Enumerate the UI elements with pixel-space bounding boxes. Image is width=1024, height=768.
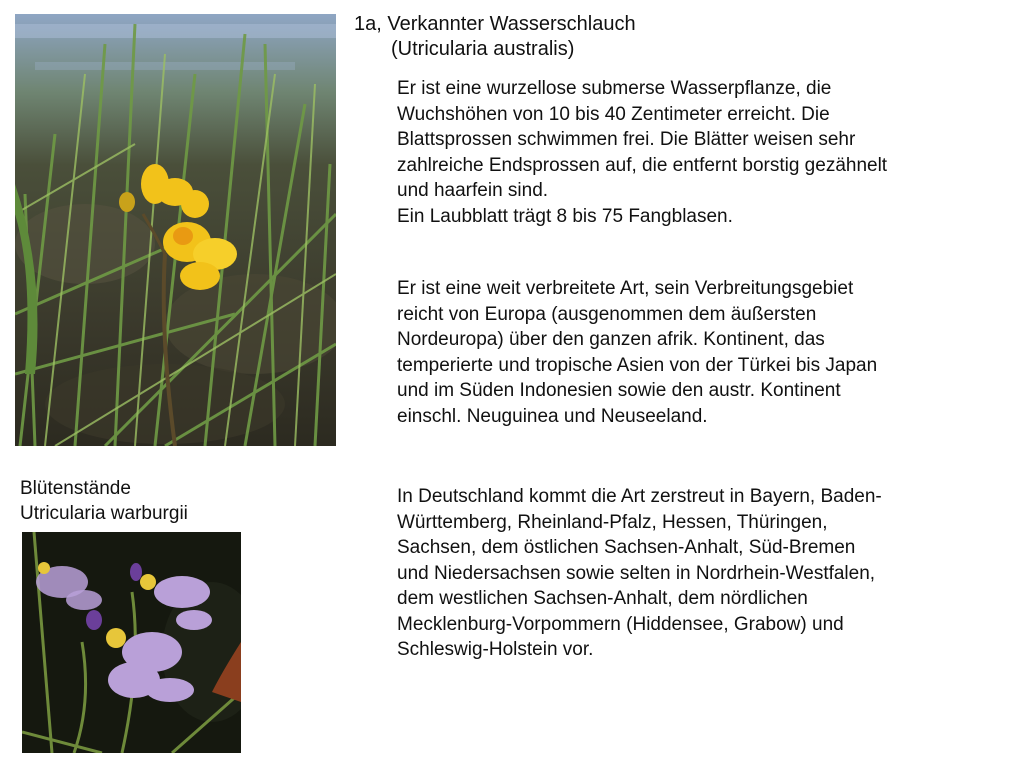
photo-caption: [20, 476, 188, 526]
page-title: [354, 12, 636, 62]
paragraph-germany: In Deutschland kommt die Art zerstreut in Bayern, Baden- Württemberg, Rheinland-Pfalz, Hessen, Thüringen, Sachsen, dem östlichen Sachsen-Anhalt, Süd-Bremen und Niedersachsen sowie selten in Nordrhein-Westfalen, dem westlichen Sachsen-Anhalt, dem nördlichen Mecklenburg-Vorpommern (Hiddensee, Grabow) und Schleswig-Holstein vor.: [397, 486, 882, 660]
title-latin-name: (Utricularia australis): [391, 38, 575, 60]
caption-line-1: Blütenstände: [20, 478, 131, 499]
photo-utricularia-australis: [15, 14, 336, 446]
paragraph-description: Er ist eine wurzellose submerse Wasserpflanze, die Wuchshöhen von 10 bis 40 Zentimeter erreicht. Die Blattsprossen schwimmen frei. Die Blätter weisen sehr zahlreiche Endsprossen auf, die entfernt borstig gezähnelt und haarfein sind. Ein Laubblatt trägt 8 bis 75 Fangblasen.: [397, 78, 888, 227]
caption-line-2: Utricularia warburgii: [20, 503, 188, 524]
title-common-name: 1a, Verkannter Wasserschlauch: [354, 13, 636, 35]
photo-utricularia-warburgii: [22, 532, 241, 753]
paragraph-distribution: Er ist eine weit verbreitete Art, sein Verbreitungsgebiet reicht von Europa (ausgenommen dem äußersten Nordeuropa) über den ganzen afrik. Kontinent, das temperierte und tropische Asien von der Türkei bis Japan und im Süden Indonesien sowie den austr. Kontinent einschl. Neuguinea und Neuseeland.: [397, 278, 878, 427]
